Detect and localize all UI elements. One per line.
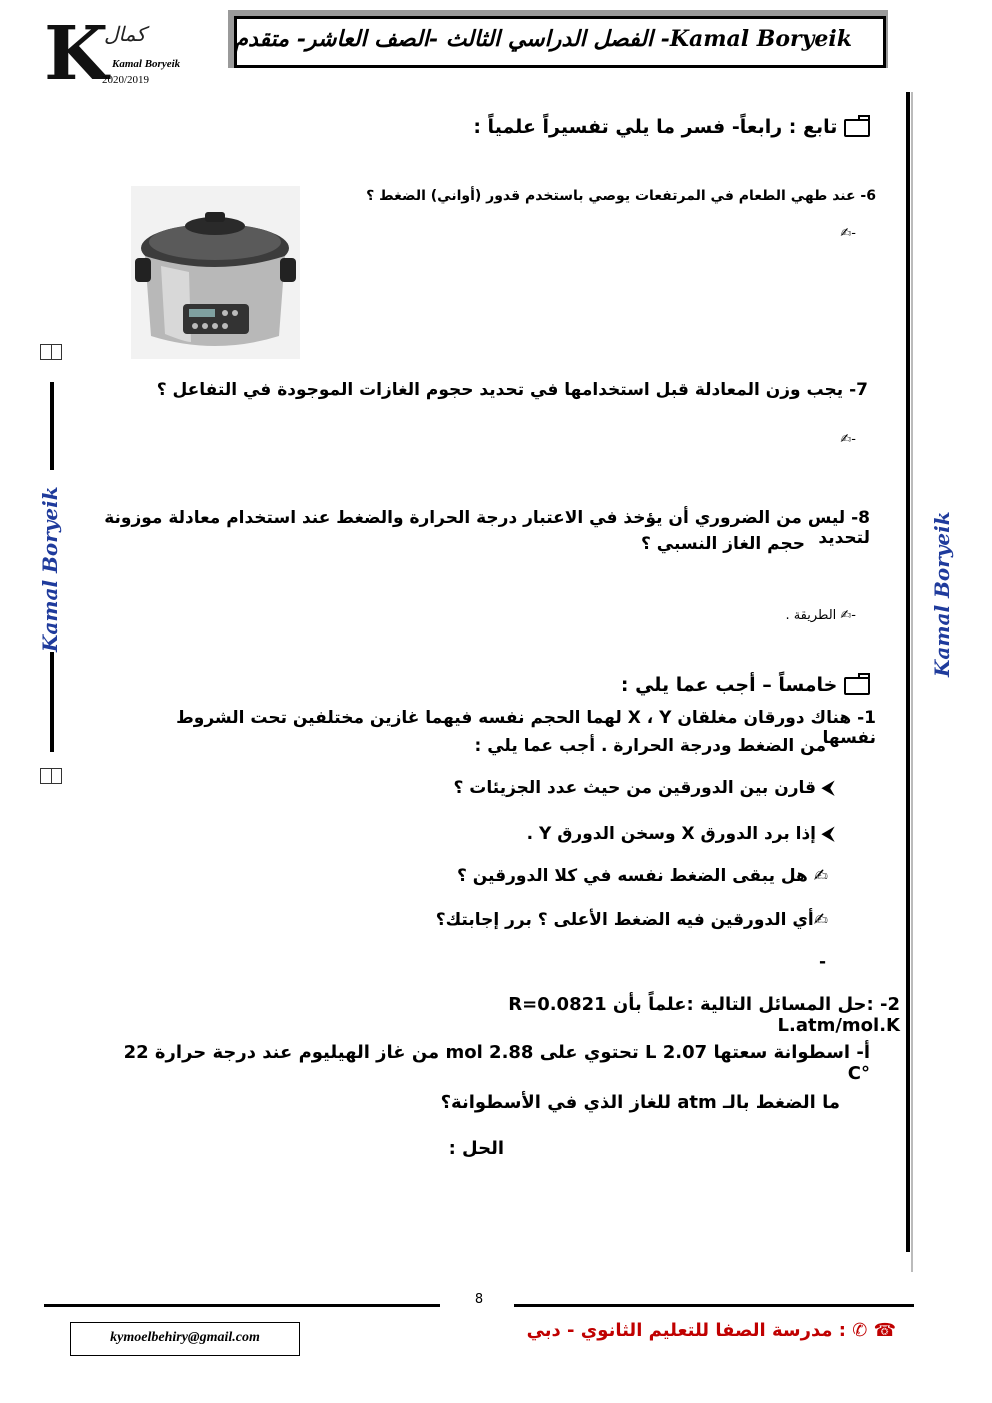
logo-year: 2020/2019: [102, 74, 150, 86]
footer-rule-right: [514, 1304, 914, 1307]
left-border-bar: [50, 382, 54, 470]
left-border-bar: [50, 652, 54, 752]
right-border-shadow: [911, 92, 913, 1272]
list-item: ✍أي الدورقين فيه الضغط الأعلى ؟ برر إجابتك؟: [435, 910, 828, 930]
solution-label: الحل :: [448, 1138, 504, 1159]
question-5-1-line1: 1- هناك دورقان مغلقان X ، Y لهما الحجم نفسه فيهما غازين مختلفين تحت الشروط نفسها: [176, 708, 876, 748]
problems-heading: 2- :حل المسائل التالية :علماً بأن R=0.0821 L.atm/mol.K: [508, 994, 900, 1036]
list-item: ⮜ إذا برد الدورق X وسخن الدورق Y .: [526, 824, 834, 844]
page-title: Kamal Boryeik- الفصل الدراسي الثالث -الصف العاشر- متقدم: [234, 26, 852, 52]
question-6: 6- عند طهي الطعام في المرتفعات يوصي باستخدم قدور (أواني) الضغط ؟: [366, 188, 876, 204]
problem-a-line2: ما الضغط بالـ atm للغاز الذي في الأسطوانة؟: [440, 1092, 840, 1113]
footer-rule-left: [44, 1304, 440, 1307]
list-item: ⮜ قارن بين الدورقين من حيث عدد الجزيئات ؟: [453, 778, 834, 798]
question-8-line1: 8- ليس من الضروري أن يؤخذ في الاعتبار درجة الحرارة والضغط عند استخدام معادلة موزونة لتحديد: [104, 508, 870, 548]
book-icon: [40, 344, 62, 360]
answer-8: -✍ الطريقة .: [785, 608, 856, 623]
author-email: kymoelbehiry@gmail.com: [110, 1330, 260, 1345]
author-logo: [40, 11, 200, 97]
question-5-1-line2: من الضغط ودرجة الحرارة . أجب عما يلي :: [474, 736, 826, 756]
section-heading-text: تابع : رابعاً- فسر ما يلي تفسيراً علمياً :: [473, 116, 838, 138]
pressure-cooker-image: [131, 186, 300, 359]
page-number: 8: [474, 1292, 484, 1307]
side-name-left: Kamal Boryeik: [38, 486, 62, 652]
side-name-right: Kamal Boryeik: [930, 511, 954, 677]
answer-6: -✍: [840, 226, 856, 241]
section-heading: [560, 674, 870, 696]
folder-icon: [844, 119, 870, 137]
question-7: 7- يجب وزن المعادلة قبل استخدامها في تحديد حجوم الغازات الموجودة في التفاعل ؟: [156, 380, 868, 400]
logo-signature: كمال: [104, 22, 146, 46]
question-8-line2: حجم الغاز النسبي ؟: [640, 534, 805, 554]
logo-author: Kamal Boryeik: [112, 58, 181, 70]
book-icon: [40, 768, 62, 784]
right-border-rule: [906, 92, 910, 1252]
answer-dash: -: [818, 952, 826, 972]
section-heading-text: خامساً – أجب عما يلي :: [620, 674, 838, 696]
problem-a-line1: أ- اسطوانة سعتها 2.07 L تحتوي على 2.88 mol من غاز الهيليوم عند درجة حرارة 22 °C: [123, 1042, 870, 1084]
answer-7: -✍: [840, 432, 856, 447]
list-item: ✍ هل يبقى الضغط نفسه في كلا الدورقين ؟: [456, 866, 828, 886]
folder-icon: [844, 677, 870, 695]
section-heading: [380, 116, 870, 138]
logo-letter: K: [44, 11, 109, 97]
school-name: ☎ ✆ : مدرسة الصفا للتعليم الثانوي - دبي: [526, 1320, 896, 1341]
